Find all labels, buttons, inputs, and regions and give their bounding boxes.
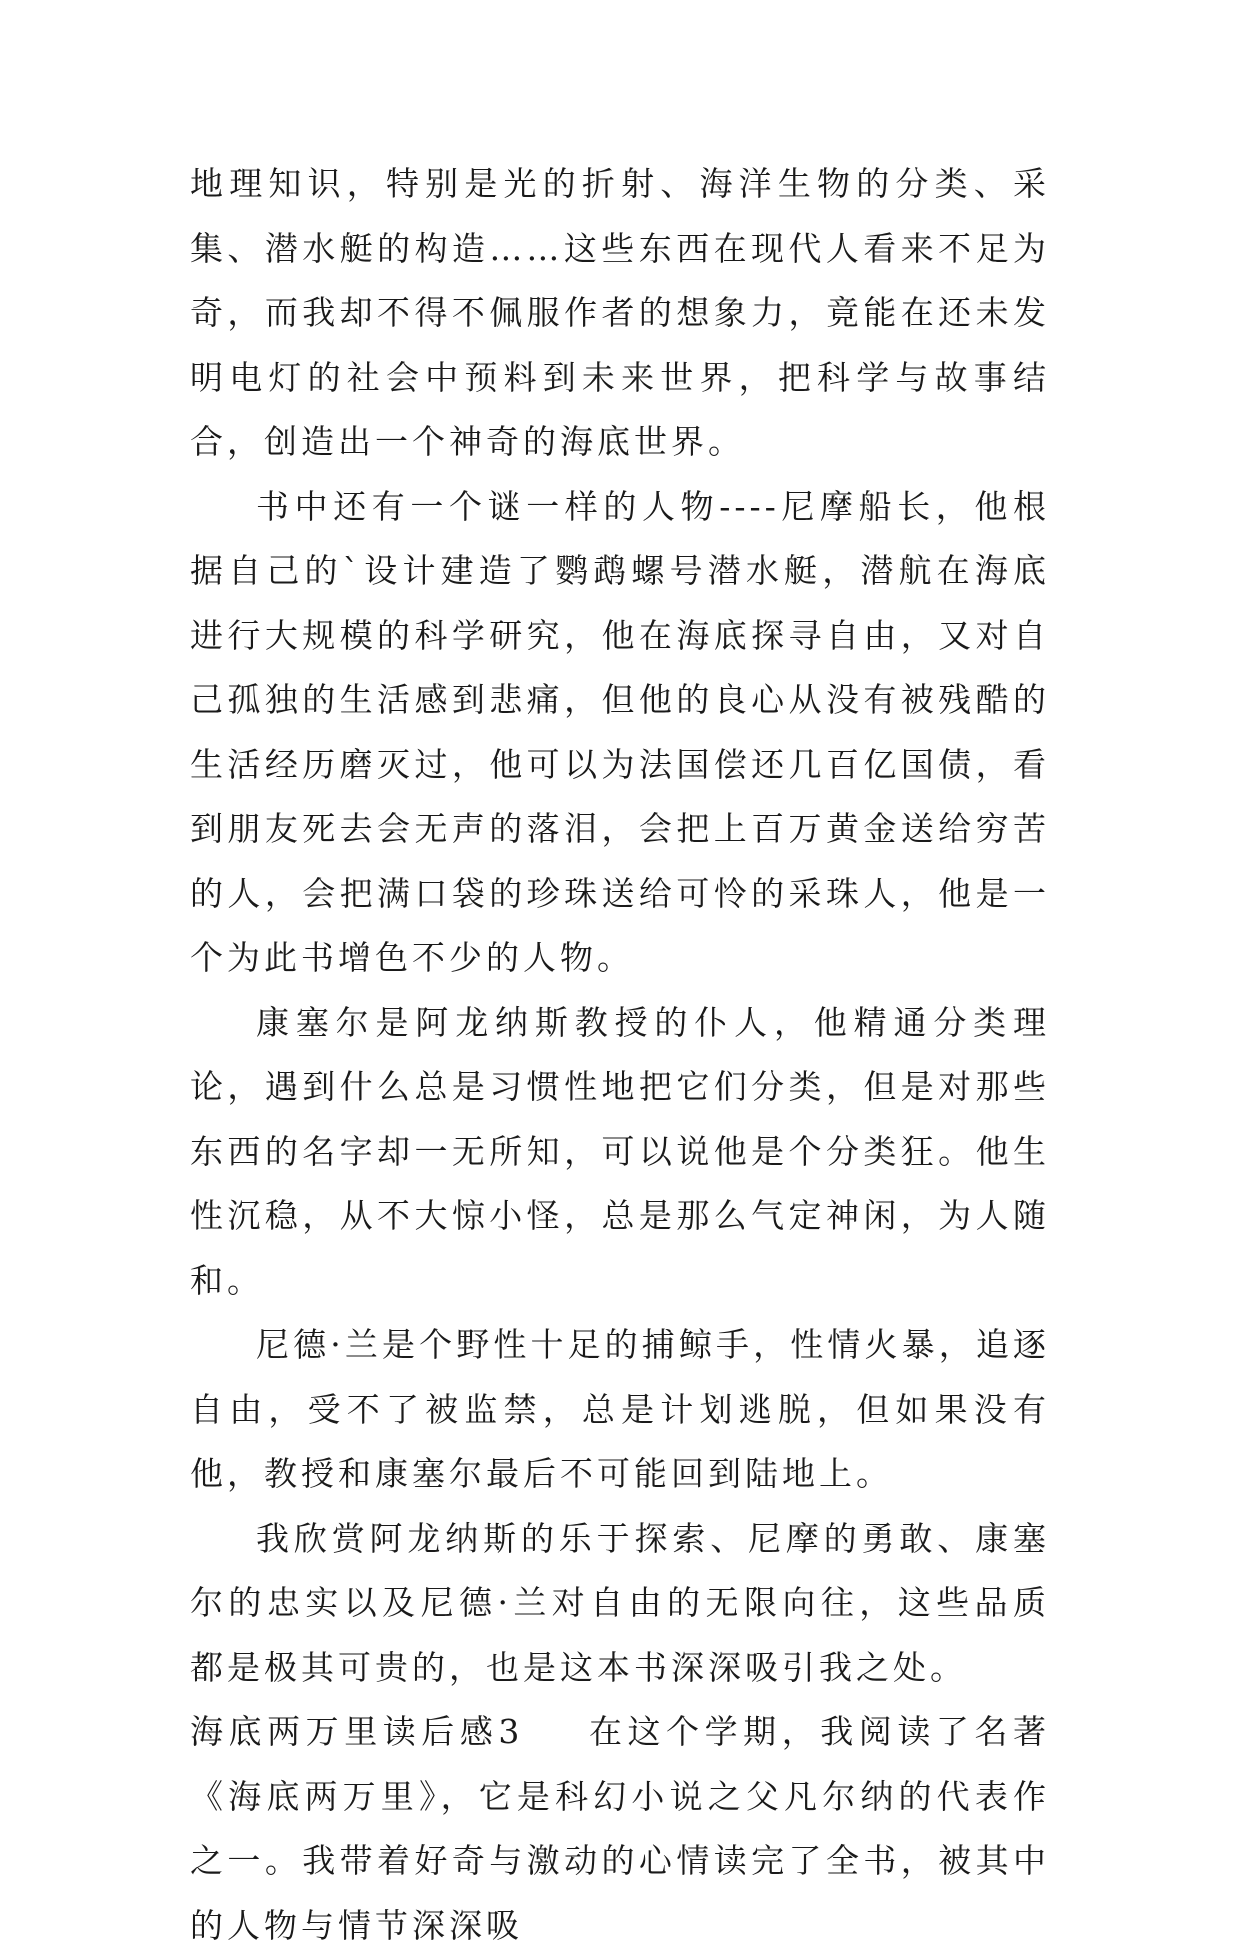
document-body — [190, 152, 1050, 1958]
paragraph-conseil: 康塞尔是阿龙纳斯教授的仆人，他精通分类理论，遇到什么总是习惯性地把它们分类，但是对那些东西的名字却一无所知，可以说他是个分类狂。他生性沉稳，从不大惊小怪，总是那么气定神闲，为人随和。 — [190, 1002, 1050, 1300]
section-heading: 海底两万里读后感3 — [190, 1712, 524, 1751]
section-essay-3 — [190, 1700, 1050, 1958]
paragraph-geography-knowledge: 地理知识，特别是光的折射、海洋生物的分类、采集、潜水艇的构造……这些东西在现代人看来不足为奇，而我却不得不佩服作者的想象力，竟能在还未发明电灯的社会中预料到未来世界，把科学与故事结合，创造出一个神奇的海底世界。 — [190, 164, 1050, 461]
section-opening-text: 在这个学期，我阅读了名著《海底两万里》，它是科幻小说之父凡尔纳的代表作之一。我带着好奇与激动的心情读完了全书，被其中的人物与情节深深吸 — [190, 1712, 1051, 1945]
paragraph-ned-land: 尼德·兰是个野性十足的捕鲸手，性情火暴，追逐自由，受不了被监禁，总是计划逃脱，但如果没有他，教授和康塞尔最后不可能回到陆地上。 — [190, 1325, 1050, 1493]
paragraph-captain-nemo: 书中还有一个谜一样的人物----尼摩船长，他根据自己的`设计建造了鹦鹉螺号潜水艇，潜航在海底进行大规模的科学研究，他在海底探寻自由，又对自己孤独的生活感到悲痛，但他的良心从没有被残酷的生活经历磨灭过，他可以为法国偿还几百亿国债，看到朋友死去会无声的落泪，会把上百万黄金送给穷苦的人，会把满口袋的珍珠送给可怜的采珠人，他是一个为此书增色不少的人物。 — [190, 486, 1050, 977]
paragraph-appreciation: 我欣赏阿龙纳斯的乐于探索、尼摩的勇敢、康塞尔的忠实以及尼德·兰对自由的无限向往，这些品质都是极其可贵的，也是这本书深深吸引我之处。 — [190, 1518, 1050, 1687]
